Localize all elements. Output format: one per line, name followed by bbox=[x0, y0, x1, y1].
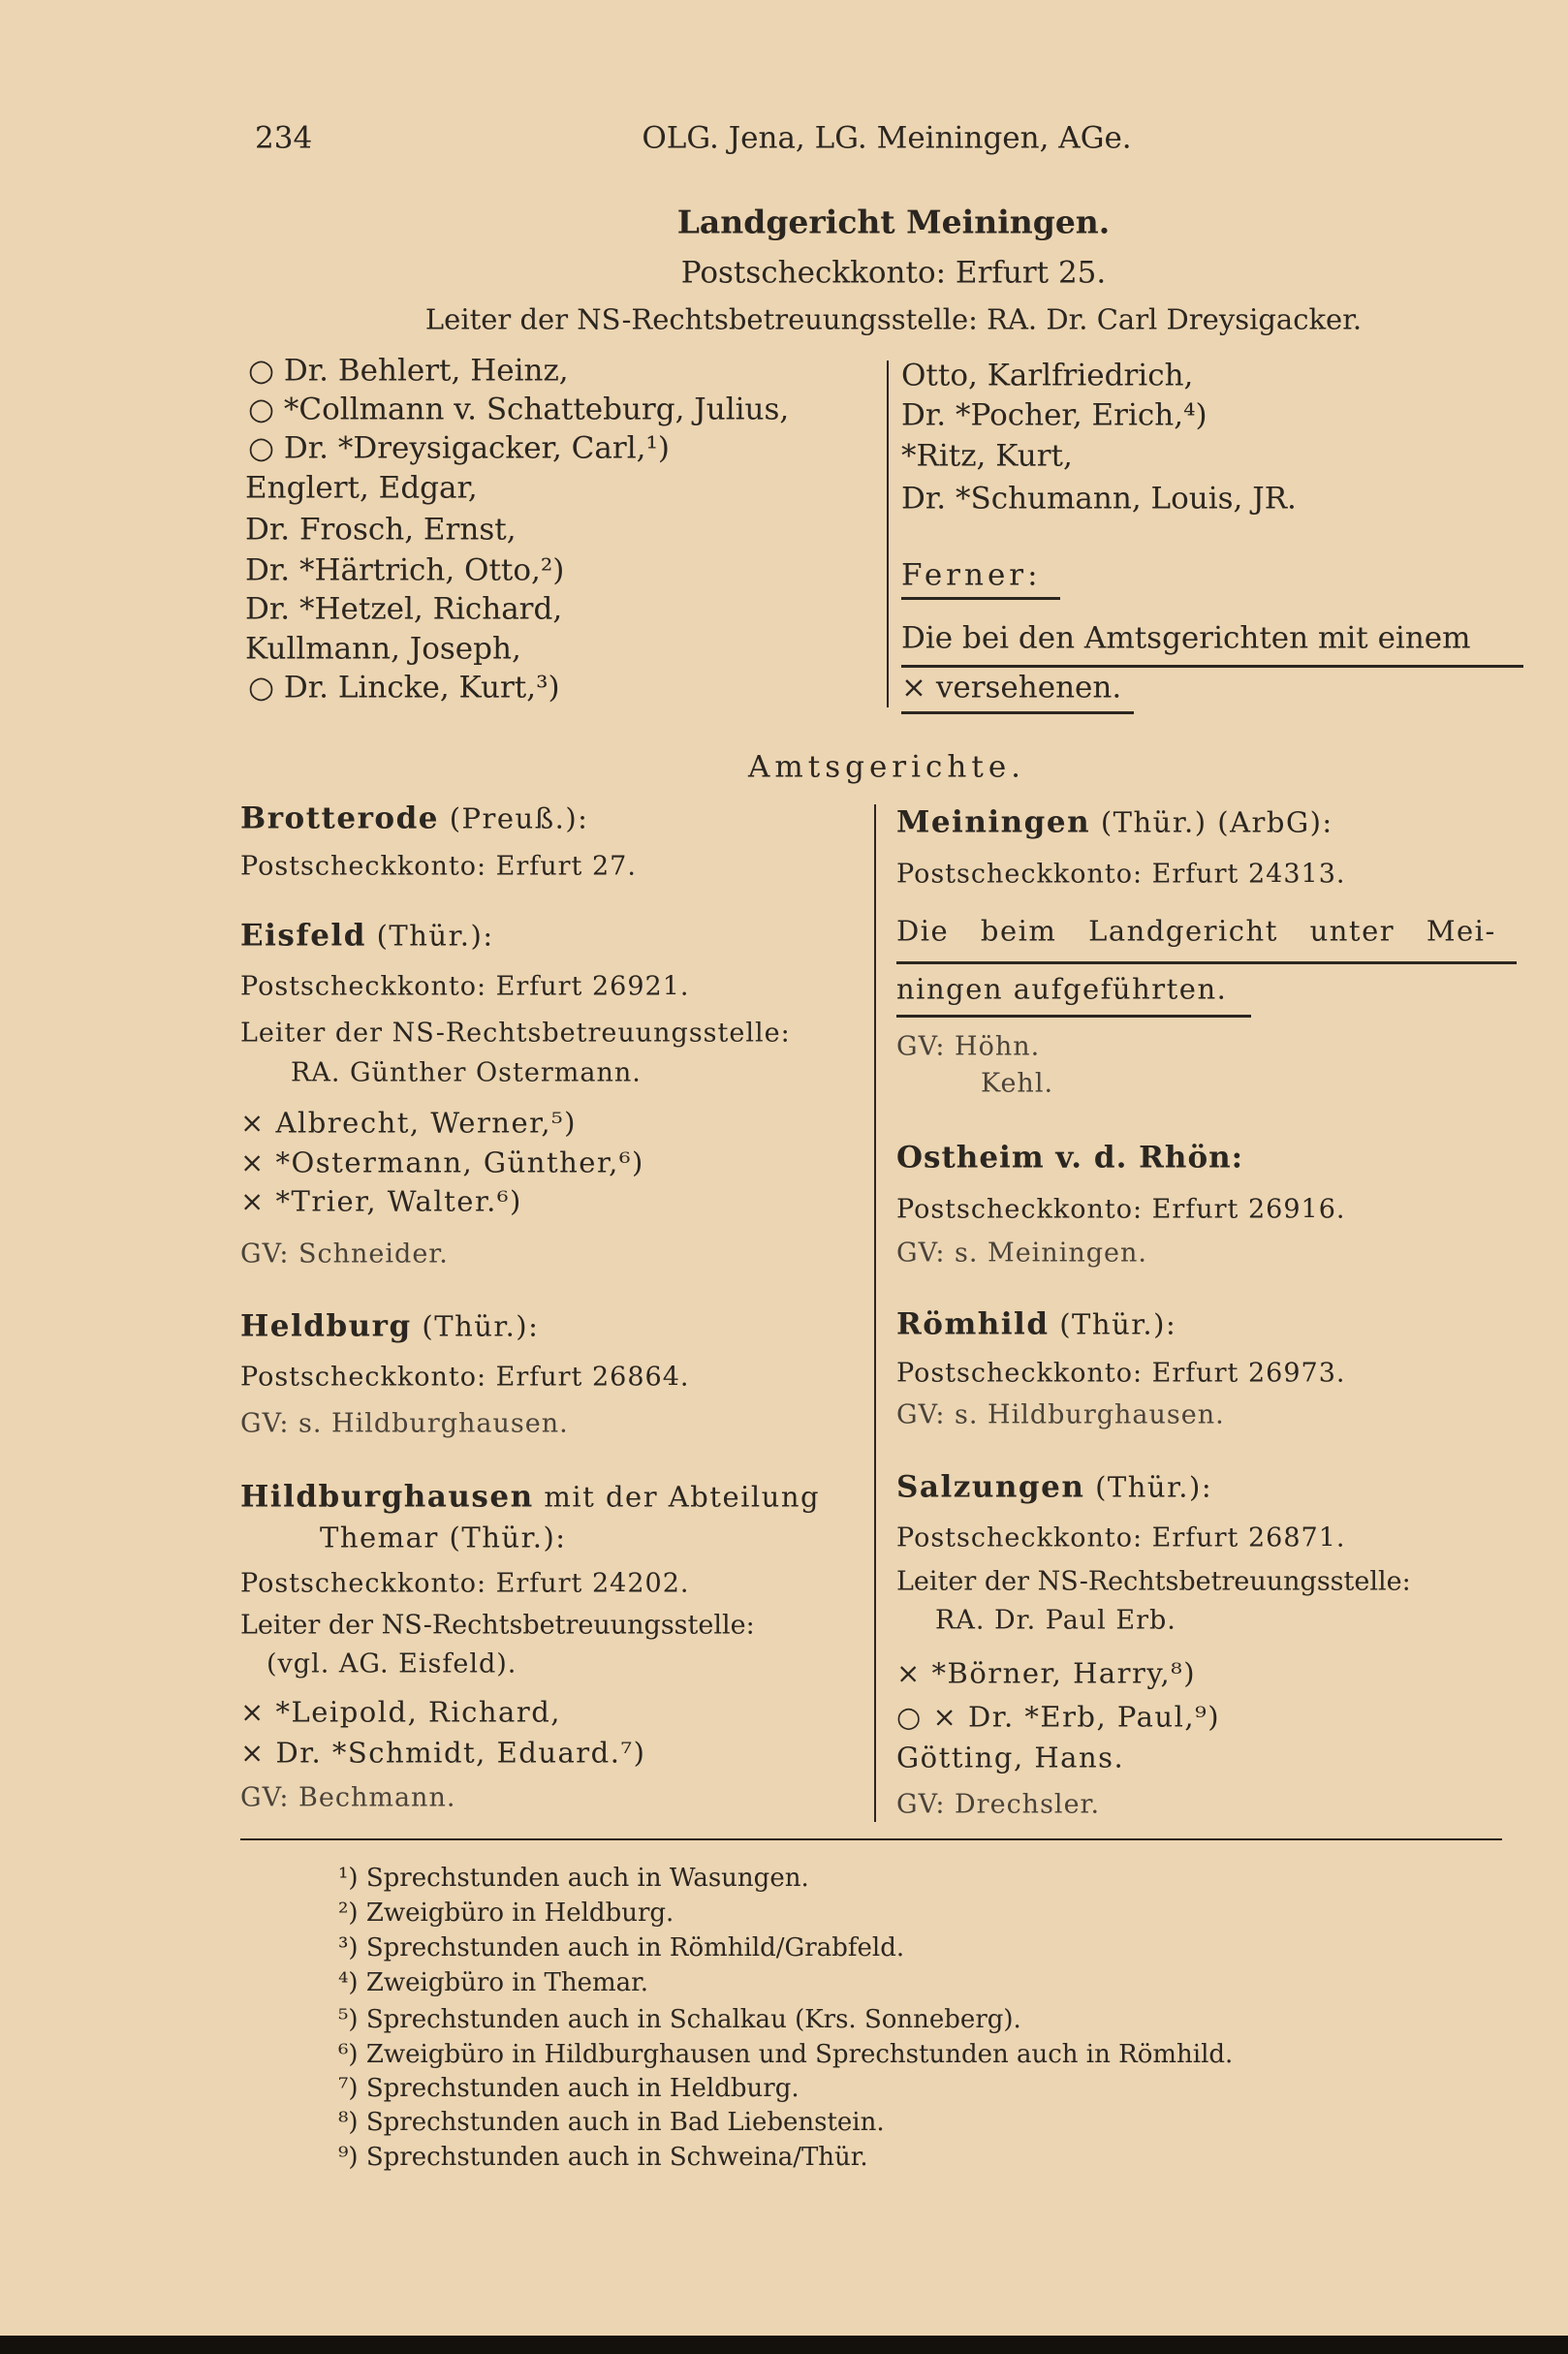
gv: GV: Schneider. bbox=[240, 1239, 449, 1270]
underline bbox=[896, 1015, 1251, 1018]
ferner-text: Die bei den Amtsgerichten mit einem bbox=[901, 620, 1471, 656]
court-heading bbox=[240, 1308, 540, 1344]
postscheck: Postscheckkonto: Erfurt 26871. bbox=[896, 1522, 1346, 1554]
gv: GV: s. Hildburghausen. bbox=[896, 1399, 1225, 1430]
court-heading bbox=[240, 1479, 821, 1515]
court-heading bbox=[896, 1306, 1177, 1342]
gv: GV: Drechsler. bbox=[896, 1789, 1101, 1820]
court-state: (Thür.): bbox=[1084, 1470, 1213, 1504]
court-name: Römhild bbox=[896, 1306, 1050, 1342]
leiter: Leiter der NS-Rechtsbetreuungsstelle: bbox=[240, 1018, 791, 1049]
footnote: ¹) Sprechstunden auch in Wasungen. bbox=[338, 1864, 809, 1893]
section-title: Landgericht Meiningen. bbox=[676, 203, 1111, 241]
name-entry: × *Trier, Walter.⁶) bbox=[240, 1184, 522, 1218]
column-divider bbox=[887, 361, 889, 707]
footnote: ³) Sprechstunden auch in Römhild/Grabfeld. bbox=[338, 1933, 905, 1962]
scan-border bbox=[0, 2336, 1568, 2354]
name-entry: Götting, Hans. bbox=[896, 1741, 1125, 1774]
court-heading bbox=[896, 804, 1333, 840]
postscheck: Postscheckkonto: Erfurt 26864. bbox=[240, 1362, 690, 1393]
court-name: Salzungen bbox=[896, 1469, 1085, 1505]
amtsgerichte-title: Amtsgerichte. bbox=[747, 749, 1026, 785]
gv: GV: Höhn. bbox=[896, 1031, 1041, 1062]
name-entry: ○ × Dr. *Erb, Paul,⁹) bbox=[896, 1700, 1221, 1734]
court-name: Eisfeld bbox=[240, 918, 366, 954]
court-heading bbox=[240, 918, 494, 954]
footnote: ⁸) Sprechstunden auch in Bad Liebenstein. bbox=[338, 2108, 885, 2137]
name-entry: ○ Dr. Lincke, Kurt,³) bbox=[248, 670, 560, 706]
footnote: ⁹) Sprechstunden auch in Schweina/Thür. bbox=[338, 2143, 868, 2172]
gv: GV: s. Hildburghausen. bbox=[240, 1408, 569, 1439]
court-name: Meiningen bbox=[896, 804, 1091, 840]
postscheck: Postscheckkonto: Erfurt 24313. bbox=[896, 859, 1346, 890]
court-name: Heldburg bbox=[240, 1308, 412, 1344]
gv: GV: Bechmann. bbox=[240, 1782, 456, 1813]
court-state: (Thür.) (ArbG): bbox=[1090, 805, 1333, 839]
postscheck: Postscheckkonto: Erfurt 26921. bbox=[240, 971, 690, 1002]
postscheck: Postscheckkonto: Erfurt 25. bbox=[680, 255, 1107, 291]
ferner-label: Ferner: bbox=[901, 557, 1042, 593]
leiter-name: RA. Dr. Paul Erb. bbox=[935, 1605, 1176, 1636]
court-name: Brotterode bbox=[240, 800, 439, 836]
court-name: Hildburghausen bbox=[240, 1479, 534, 1515]
postscheck: Postscheckkonto: Erfurt 27. bbox=[240, 851, 637, 882]
note: ningen aufgeführten. bbox=[896, 972, 1228, 1006]
court-heading-cont: Themar (Thür.): bbox=[320, 1521, 567, 1554]
footnote: ⁴) Zweigbüro in Themar. bbox=[338, 1968, 649, 1997]
name-entry: × *Ostermann, Günther,⁶) bbox=[240, 1146, 644, 1179]
court-state: (Thür.): bbox=[411, 1309, 540, 1343]
name-entry: Dr. Frosch, Ernst, bbox=[245, 512, 517, 548]
underline bbox=[901, 665, 1523, 668]
leiter: Leiter der NS-Rechtsbetreuungsstelle: bbox=[896, 1566, 1411, 1597]
postscheck: Postscheckkonto: Erfurt 26973. bbox=[896, 1358, 1346, 1389]
name-entry: Dr. *Pocher, Erich,⁴) bbox=[901, 397, 1207, 433]
court-state: (Preuß.): bbox=[438, 801, 589, 835]
page-number: 234 bbox=[255, 120, 313, 156]
name-entry: ○ Dr. Behlert, Heinz, bbox=[248, 353, 569, 389]
name-entry: Dr. *Hetzel, Richard, bbox=[245, 591, 563, 627]
footnote: ⁶) Zweigbüro in Hildburghausen und Sprechstunden auch in Römhild. bbox=[338, 2040, 1234, 2069]
underline bbox=[901, 597, 1060, 600]
underline bbox=[896, 961, 1517, 964]
name-entry: Englert, Edgar, bbox=[245, 470, 478, 506]
name-entry: ○ Dr. *Dreysigacker, Carl,¹) bbox=[248, 430, 670, 466]
court-heading bbox=[896, 1469, 1213, 1505]
name-entry: × *Leipold, Richard, bbox=[240, 1695, 561, 1729]
name-entry: Otto, Karlfriedrich, bbox=[901, 358, 1194, 393]
name-entry: *Ritz, Kurt, bbox=[901, 438, 1073, 474]
footnote: ⁷) Sprechstunden auch in Heldburg. bbox=[338, 2074, 800, 2103]
name-entry: Dr. *Härtrich, Otto,²) bbox=[245, 552, 565, 588]
court-state: (Thür.): bbox=[1049, 1307, 1177, 1341]
gv: Kehl. bbox=[981, 1068, 1054, 1099]
name-entry: Dr. *Schumann, Louis, JR. bbox=[901, 481, 1297, 517]
footnote-rule bbox=[240, 1838, 1502, 1840]
court-heading bbox=[240, 800, 589, 836]
ferner-text: × versehenen. bbox=[901, 670, 1122, 706]
underline bbox=[901, 711, 1134, 714]
court-name: Ostheim v. d. Rhön: bbox=[896, 1140, 1244, 1176]
gv: GV: s. Meiningen. bbox=[896, 1238, 1147, 1269]
name-entry: × Albrecht, Werner,⁵) bbox=[240, 1106, 577, 1140]
column-divider bbox=[874, 804, 876, 1822]
name-entry: Kullmann, Joseph, bbox=[245, 631, 521, 667]
leiter-name: RA. Günther Ostermann. bbox=[291, 1057, 642, 1088]
name-entry: ○ *Collmann v. Schatteburg, Julius, bbox=[248, 392, 790, 427]
leiter: Leiter der NS-Rechtsbetreuungsstelle: RA. Dr. Carl Dreysigacker. bbox=[424, 302, 1363, 336]
name-entry: × *Börner, Harry,⁸) bbox=[896, 1656, 1197, 1690]
postscheck: Postscheckkonto: Erfurt 24202. bbox=[240, 1568, 690, 1599]
leiter-name: (vgl. AG. Eisfeld). bbox=[267, 1648, 517, 1679]
court-subtitle: mit der Abteilung bbox=[533, 1480, 821, 1514]
leiter: Leiter der NS-Rechtsbetreuungsstelle: bbox=[240, 1610, 755, 1641]
postscheck: Postscheckkonto: Erfurt 26916. bbox=[896, 1194, 1346, 1225]
court-state: (Thür.): bbox=[365, 919, 494, 953]
footnote: ⁵) Sprechstunden auch in Schalkau (Krs. Sonneberg). bbox=[338, 2005, 1021, 2034]
note: Die beim Landgericht unter Mei- bbox=[896, 914, 1496, 948]
footnote: ²) Zweigbüro in Heldburg. bbox=[338, 1899, 674, 1928]
running-title: OLG. Jena, LG. Meiningen, AGe. bbox=[642, 120, 1132, 156]
name-entry: × Dr. *Schmidt, Eduard.⁷) bbox=[240, 1736, 646, 1770]
